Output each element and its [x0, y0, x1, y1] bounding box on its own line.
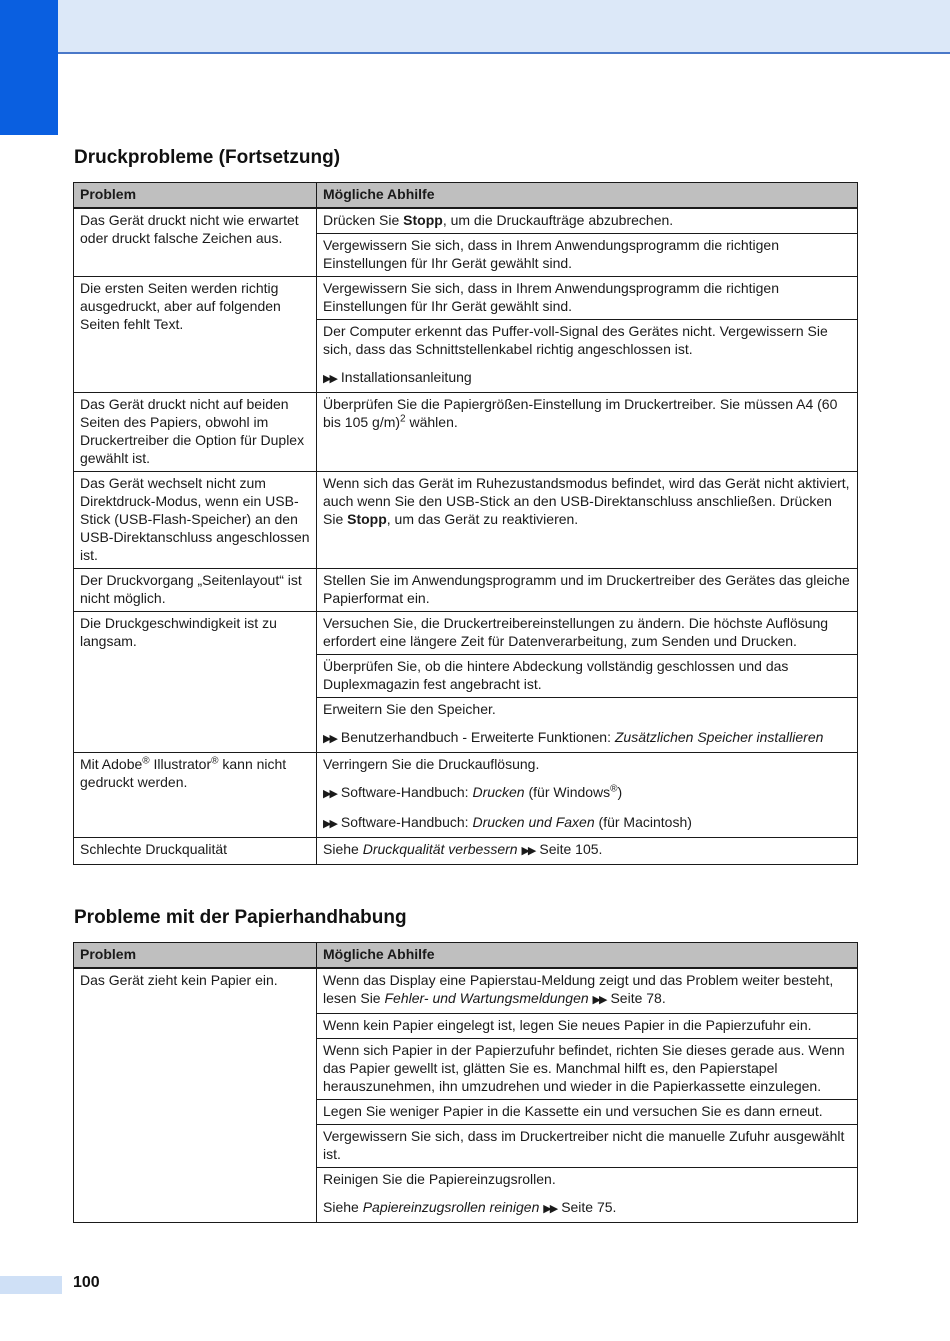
remedy-text: Drücken Sie: [323, 212, 404, 228]
remedy-cell: Reinigen Sie die Papiereinzugsrollen.: [317, 1168, 858, 1197]
remedy-text: Wenn das Display eine Papierstau-Meldung zeigt und das Problem weiter besteht, lesen Sie: [323, 972, 834, 1006]
remedy-cell: Überprüfen Sie, ob die hintere Abdeckung vollständig geschlossen und das Duplexmagazin fest angebracht ist.: [317, 655, 858, 698]
problem-cell: Das Gerät wechselt nicht zum Direktdruck-Modus, wenn ein USB-Stick (USB-Flash-Speicher) an den USB-Direktanschluss angeschlossen ist.: [74, 472, 317, 569]
problem-cell: Der Druckvorgang „Seitenlayout“ ist nicht möglich.: [74, 569, 317, 612]
reference-text: Installationsanleitung: [340, 369, 472, 385]
remedy-text: , um die Druckaufträge abzubrechen.: [442, 212, 674, 228]
table-row: [74, 612, 858, 655]
reference-arrow-icon: ▶▶: [592, 994, 606, 1006]
remedy-cell: Verringern Sie die Druckauflösung.: [317, 753, 858, 782]
reference-cell: [317, 366, 858, 393]
remedy-cell: [317, 393, 858, 472]
reference-text: (für Windows: [524, 784, 611, 800]
table-row: [74, 472, 858, 569]
remedy-cell: [317, 968, 858, 1014]
registered-mark: ®: [142, 755, 150, 767]
table-header-row: [74, 183, 858, 209]
stopp-key-label: Stopp: [347, 511, 387, 527]
reference-text: ): [617, 784, 623, 800]
reference-title: Fehler- und Wartungsmeldungen: [384, 990, 589, 1006]
section-title-print-problems: Druckprobleme (Fortsetzung): [74, 147, 341, 168]
registered-mark: ®: [610, 783, 618, 795]
remedy-cell: Vergewissern Sie sich, dass im Druckertreiber nicht die manuelle Zufuhr ausgewählt ist.: [317, 1125, 858, 1168]
reference-text: Seite 75.: [561, 1199, 617, 1215]
reference-text: Siehe: [323, 1199, 363, 1215]
section-title-paper-handling: Probleme mit der Papierhandhabung: [74, 907, 407, 928]
reference-cell: [317, 1196, 858, 1223]
remedy-cell: Vergewissern Sie sich, dass in Ihrem Anwendungsprogramm die richtigen Einstellungen für Ihr Gerät gewählt sind.: [317, 277, 858, 320]
reference-text: Benutzerhandbuch - Erweiterte Funktionen:: [340, 729, 615, 745]
reference-title: Zusätzlichen Speicher installieren: [614, 729, 824, 745]
print-problems-table: [73, 182, 858, 865]
remedy-cell: Legen Sie weniger Papier in die Kassette ein und versuchen Sie es dann erneut.: [317, 1100, 858, 1125]
remedy-text: Wenn sich das Gerät im Ruhezustandsmodus befindet, wird das Gerät nicht aktiviert, auch wenn Sie den USB-Stick an den USB-Direktanschluss anschließen. Drücken Sie: [323, 475, 850, 527]
col-problem-header: Problem: [74, 183, 317, 209]
remedy-text: Seite 105.: [539, 841, 603, 857]
table-row: [74, 753, 858, 782]
superscript: 2: [400, 413, 406, 425]
stopp-key-label: Stopp: [403, 212, 443, 228]
reference-text: (für Macintosh): [594, 814, 692, 830]
remedy-cell: Wenn kein Papier eingelegt ist, legen Sie neues Papier in die Papierzufuhr ein.: [317, 1014, 858, 1039]
problem-cell: Schlechte Druckqualität: [74, 838, 317, 865]
table-row: [74, 277, 858, 320]
remedy-text: , um das Gerät zu reaktivieren.: [386, 511, 579, 527]
table-row: [74, 838, 858, 865]
reference-title: Papiereinzugsrollen reinigen: [362, 1199, 540, 1215]
remedy-text: Seite 78.: [610, 990, 666, 1006]
reference-arrow-icon: ▶▶: [521, 845, 535, 857]
reference-arrow-icon: ▶▶: [323, 373, 336, 385]
page-number-bar: [0, 1276, 62, 1294]
table-row: [74, 208, 858, 234]
paper-handling-table: [73, 942, 858, 1223]
reference-text: Software-Handbuch:: [340, 814, 473, 830]
reference-arrow-icon: ▶▶: [323, 788, 336, 800]
problem-cell: Die ersten Seiten werden richtig ausgedruckt, aber auf folgenden Seiten fehlt Text.: [74, 277, 317, 393]
remedy-cell: Der Computer erkennt das Puffer-voll-Signal des Gerätes nicht. Vergewissern Sie sich, dass das Schnittstellenkabel richtig angeschlossen ist.: [317, 320, 858, 367]
problem-text: Mit Adobe: [80, 756, 143, 772]
problem-text: kann nicht gedruckt werden.: [80, 756, 287, 790]
problem-cell: [74, 753, 317, 838]
problem-cell: Die Druckgeschwindigkeit ist zu langsam.: [74, 612, 317, 753]
reference-title: Druckqualität verbessern: [362, 841, 518, 857]
remedy-cell: [317, 208, 858, 234]
remedy-cell: Vergewissern Sie sich, dass in Ihrem Anwendungsprogramm die richtigen Einstellungen für Ihr Gerät gewählt sind.: [317, 234, 858, 277]
remedy-cell: Versuchen Sie, die Druckertreibereinstellungen zu ändern. Die höchste Auflösung erfordert eine längere Zeit für Datenverarbeitung, zum Senden und Drucken.: [317, 612, 858, 655]
page-number: 100: [73, 1274, 100, 1291]
remedy-cell: [317, 838, 858, 865]
chapter-tab: [0, 0, 58, 135]
reference-cell: [317, 811, 858, 838]
table-row: [74, 569, 858, 612]
registered-mark: ®: [211, 755, 219, 767]
remedy-text: Überprüfen Sie die Papiergrößen-Einstellung im Druckertreiber. Sie müssen A4 (60 bis 105 g/m): [323, 396, 838, 430]
reference-arrow-icon: ▶▶: [323, 818, 336, 830]
col-remedy-header: Mögliche Abhilfe: [317, 183, 858, 209]
remedy-cell: [317, 472, 858, 569]
remedy-text: Siehe: [323, 841, 363, 857]
reference-cell: [317, 726, 858, 753]
remedy-text: wählen.: [405, 414, 458, 430]
problem-text: Illustrator: [149, 756, 212, 772]
reference-arrow-icon: ▶▶: [543, 1203, 557, 1215]
remedy-cell: Wenn sich Papier in der Papierzufuhr befindet, richten Sie dieses gerade aus. Wenn das Papier gewellt ist, glätten Sie es. Manchmal hilft es, den Papierstapel herauszunehmen, ihn umzudrehen und wieder in die Papierkassette einzulegen.: [317, 1039, 858, 1100]
reference-cell: [317, 781, 858, 811]
reference-arrow-icon: ▶▶: [323, 733, 336, 745]
reference-title: Drucken und Faxen: [472, 814, 595, 830]
remedy-cell: Stellen Sie im Anwendungsprogramm und im Druckertreiber des Gerätes das gleiche Papierformat ein.: [317, 569, 858, 612]
table-row: [74, 393, 858, 472]
col-problem-header: Problem: [74, 943, 317, 969]
header-band: [0, 0, 950, 54]
table-header-row: [74, 943, 858, 969]
problem-cell: Das Gerät druckt nicht auf beiden Seiten des Papiers, obwohl im Druckertreiber die Option für Duplex gewählt ist.: [74, 393, 317, 472]
reference-title: Drucken: [472, 784, 525, 800]
reference-text: Software-Handbuch:: [340, 784, 473, 800]
col-remedy-header: Mögliche Abhilfe: [317, 943, 858, 969]
problem-cell: Das Gerät zieht kein Papier ein.: [74, 968, 317, 1223]
problem-cell: Das Gerät druckt nicht wie erwartet oder druckt falsche Zeichen aus.: [74, 208, 317, 277]
remedy-cell: Erweitern Sie den Speicher.: [317, 698, 858, 727]
table-row: [74, 968, 858, 1014]
